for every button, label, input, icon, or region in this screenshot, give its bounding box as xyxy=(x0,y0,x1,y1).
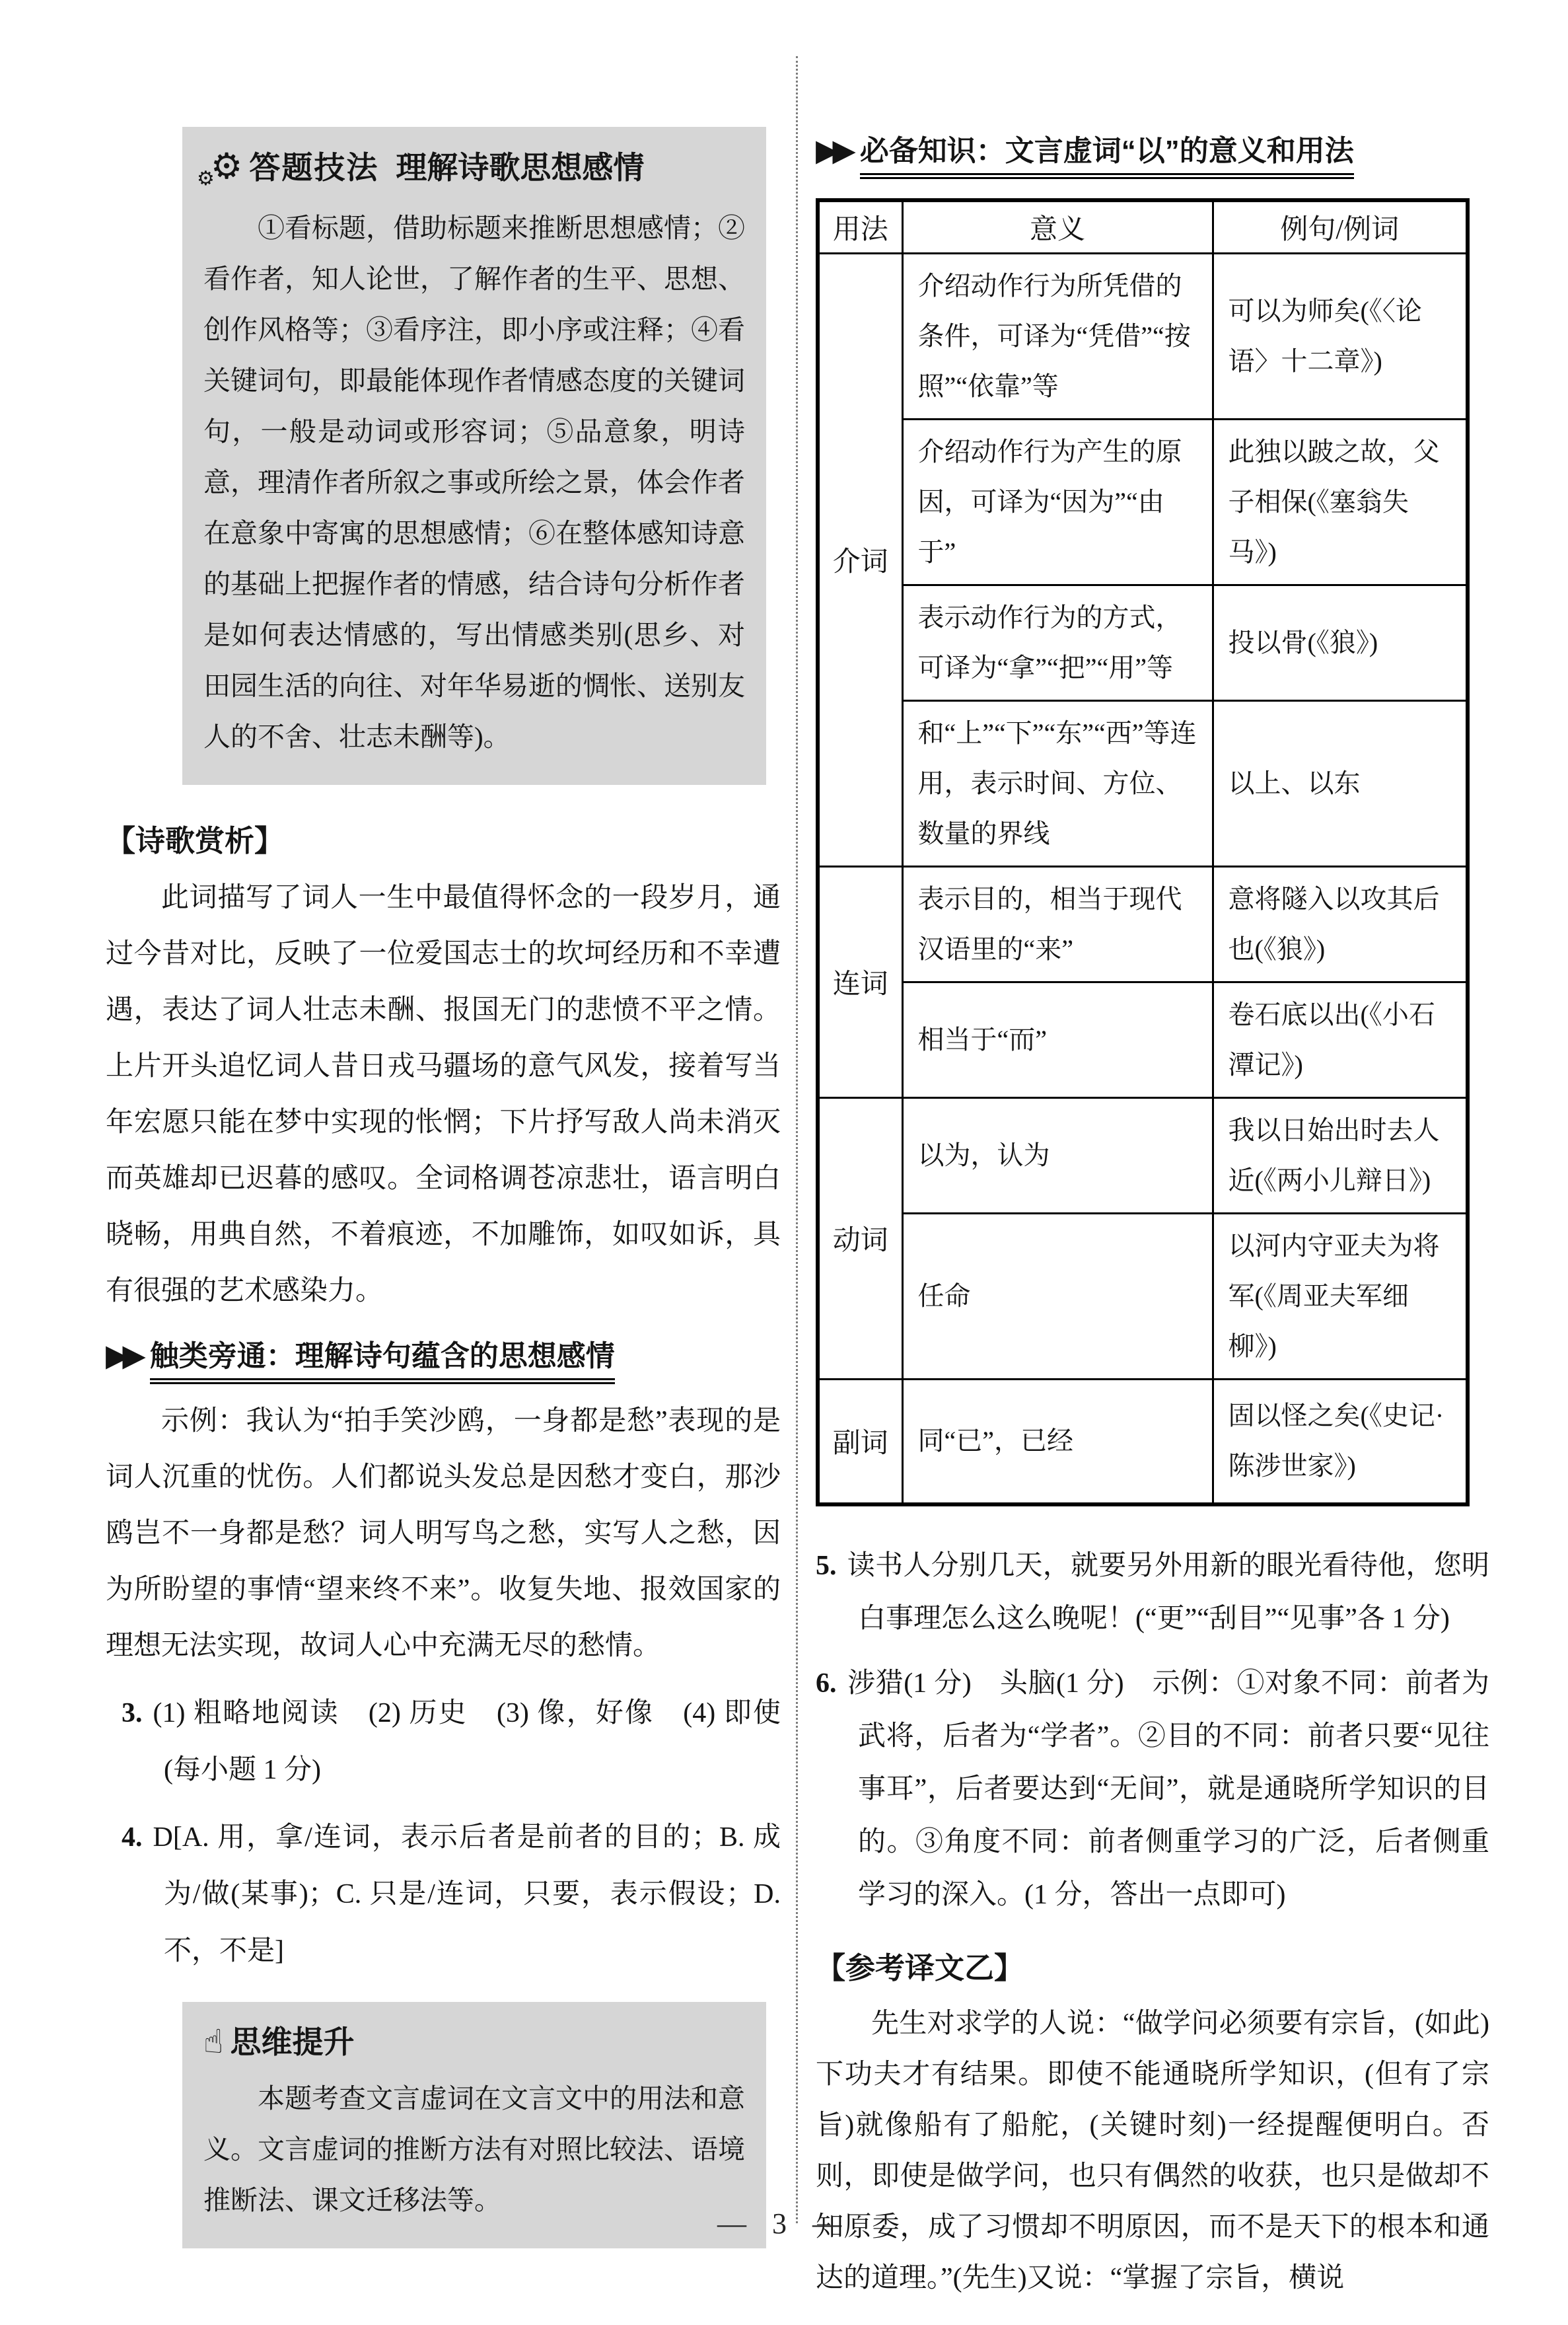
meaning-cell: 同“已”，已经 xyxy=(902,1379,1213,1504)
table-row xyxy=(818,700,1468,866)
technique-box xyxy=(182,127,766,785)
usage-cell-preposition: 介词 xyxy=(818,253,902,866)
thumb-up-icon: ☝ xyxy=(203,2022,224,2061)
technique-box-label: 答题技法 xyxy=(249,150,379,185)
knowledge-heading-row xyxy=(816,131,1489,170)
table-row xyxy=(818,419,1468,585)
answer-text: (1) 粗略地阅读 (2) 历史 (3) 像，好像 (4) 即使(每小题 1 分) xyxy=(153,1698,781,1785)
answer-text: 读书人分别几天，就要另外用新的眼光看待他，您明白事理怎么这么晚呢！(“更”“刮目”“见事”各 1 分) xyxy=(847,1551,1489,1634)
technique-box-body: ①看标题，借助标题来推断思想感情；②看作者，知人论世，了解作者的生平、思想、创作风格等；③看序注，即小序或注释；④看关键词句，即最能体现作者情感态度的关键词句，一般是动词或形容词；⑤品意象，明诗意，理清作者所叙之事或所绘之景，体会作者在意象中寄寓的思想感情；⑥在整体感知诗意的基础上把握作者的情感，结合诗句分析作者是如何表达情感的，写出情感类别(思乡、对田园生活的向往、对年华易逝的惆怅、送别友人的不舍、壮志未酬等)。 xyxy=(203,213,745,752)
table-row xyxy=(818,253,1468,419)
meaning-cell: 和“上”“下”“东”“西”等连用，表示时间、方位、数量的界线 xyxy=(902,700,1213,866)
answer-item-4 xyxy=(122,1809,781,1979)
answer-number: 3. xyxy=(122,1698,143,1728)
example-cell: 此独以跛之故，父子相保(《塞翁失马》) xyxy=(1213,419,1468,585)
analogy-heading: 触类旁通：理解诗句蕴含的思想感情 xyxy=(150,1340,615,1384)
answer-number: 5. xyxy=(816,1551,837,1581)
col-header-usage: 用法 xyxy=(818,200,902,253)
knowledge-heading: 必备知识：文言虚词“以”的意义和用法 xyxy=(860,135,1354,179)
example-cell: 投以骨(《狼》) xyxy=(1213,585,1468,700)
thinking-box-body: 本题考查文言虚词在文言文中的用法和意义。文言虚词的推断方法有对照比较法、语境推断法、课文迁移法等。 xyxy=(203,2083,745,2215)
thinking-box-label: 思维提升 xyxy=(230,2024,355,2059)
table-row xyxy=(818,1379,1468,1504)
meaning-cell: 介绍动作行为所凭借的条件，可译为“凭借”“按照”“依靠”等 xyxy=(902,253,1213,419)
left-column xyxy=(106,127,781,2248)
meaning-cell: 表示目的，相当于现代汉语里的“来” xyxy=(902,866,1213,982)
page-number: — 3 — xyxy=(717,2207,851,2240)
col-header-example: 例句/例词 xyxy=(1213,200,1468,253)
thinking-box-header xyxy=(203,2022,745,2063)
meaning-cell: 介绍动作行为产生的原因，可译为“因为”“由于” xyxy=(902,419,1213,585)
gears-icon: $_⚙$⚙ xyxy=(197,145,243,190)
appreciation-body: 此词描写了词人一生中最值得怀念的一段岁月，通过今昔对比，反映了一位爱国志士的坎坷经历和不幸遭遇，表达了词人壮志未酬、报国无门的悲愤不平之情。上片开头追忆词人昔日戎马疆场的意气风发，接着写当年宏愿只能在梦中实现的怅惘；下片抒写敌人尚未消灭而英雄却已迟暮的感叹。全词格调苍凉悲壮，语言明白晓畅，用典自然，不着痕迹，不加雕饰，如叹如诉，具有很强的艺术感染力。 xyxy=(106,883,781,1306)
example-cell: 以上、以东 xyxy=(1213,700,1468,866)
example-cell: 卷石底以出(《小石潭记》) xyxy=(1213,982,1468,1097)
example-cell: 可以为师矣(《〈论语〉十二章》) xyxy=(1213,253,1468,419)
col-header-meaning: 意义 xyxy=(902,200,1213,253)
analogy-heading-row xyxy=(106,1335,781,1376)
usage-cell-adverb: 副词 xyxy=(818,1379,902,1504)
table-row xyxy=(818,1213,1468,1379)
meaning-cell: 相当于“而” xyxy=(902,982,1213,1097)
answer-number: 6. xyxy=(816,1668,837,1699)
answer-item-6 xyxy=(816,1657,1489,1921)
technique-box-title: 理解诗歌思想感情 xyxy=(396,150,645,185)
meaning-cell: 任命 xyxy=(902,1213,1213,1379)
analogy-body: 示例：我认为“拍手笑沙鸥，一身都是愁”表现的是词人沉重的忧伤。人们都说头发总是因愁才变白，那沙鸥岂不一身都是愁？词人明写鸟之愁，实写人之愁，因为所盼望的事情“望来终不来”。收复失地、报效国家的理想无法实现，故词人心中充满无尽的愁情。 xyxy=(106,1406,781,1661)
usage-cell-conjunction: 连词 xyxy=(818,866,902,1097)
technique-box-header xyxy=(197,145,745,192)
usage-table xyxy=(816,198,1470,1506)
example-cell: 我以日始出时去人近(《两小儿辩日》) xyxy=(1213,1097,1468,1213)
column-divider xyxy=(796,56,798,2223)
answer-number: 4. xyxy=(122,1822,143,1853)
example-cell: 意将隧入以攻其后也(《狼》) xyxy=(1213,866,1468,982)
answer-item-3 xyxy=(122,1685,781,1798)
answer-item-5 xyxy=(816,1539,1489,1645)
table-row xyxy=(818,866,1468,982)
double-arrow-icon: ▶▶ xyxy=(816,132,849,168)
example-cell: 固以怪之矣(《史记·陈涉世家》) xyxy=(1213,1379,1468,1504)
appreciation-heading: 【诗歌赏析】 xyxy=(106,824,285,858)
double-arrow-icon: ▶▶ xyxy=(106,1337,139,1373)
answer-text: 涉猎(1 分) 头脑(1 分) 示例：①对象不同：前者为武将，后者为“学者”。②目的不同：前者只要“见往事耳”，后者要达到“无间”，就是通晓所学知识的目的。③角度不同：前者侧重学习的广泛，后者侧重学习的深入。(1 分，答出一点即可) xyxy=(847,1668,1489,1910)
meaning-cell: 以为，认为 xyxy=(902,1097,1213,1213)
meaning-cell: 表示动作行为的方式，可译为“拿”“把”“用”等 xyxy=(902,585,1213,700)
table-row xyxy=(818,1097,1468,1213)
table-row xyxy=(818,982,1468,1097)
table-row xyxy=(818,585,1468,700)
right-column xyxy=(816,127,1489,2304)
right-answers xyxy=(816,1539,1489,1921)
translation-heading: 【参考译文乙】 xyxy=(816,1951,1024,1985)
example-cell: 以河内守亚夫为将军(《周亚夫军细柳》) xyxy=(1213,1213,1468,1379)
answer-text: D[A. 用，拿/连词，表示后者是前者的目的；B. 成为/做(某事)；C. 只是/连词，只要，表示假设；D. 不，不是] xyxy=(153,1822,781,1966)
usage-cell-verb: 动词 xyxy=(818,1097,902,1379)
table-header-row xyxy=(818,200,1468,253)
translation-body: 先生对求学的人说：“做学问必须要有宗旨，(如此)下功夫才有结果。即使不能通晓所学知识，(但有了宗旨)就像船有了船舵，(关键时刻)一经提醒便明白。否则，即使是做学问，也只有偶然的收获，也只是做却不知原委，成了习惯却不明原因，而不是天下的根本和通达的道理。”(先生)又说：“掌握了宗旨，横说 xyxy=(816,2009,1489,2293)
